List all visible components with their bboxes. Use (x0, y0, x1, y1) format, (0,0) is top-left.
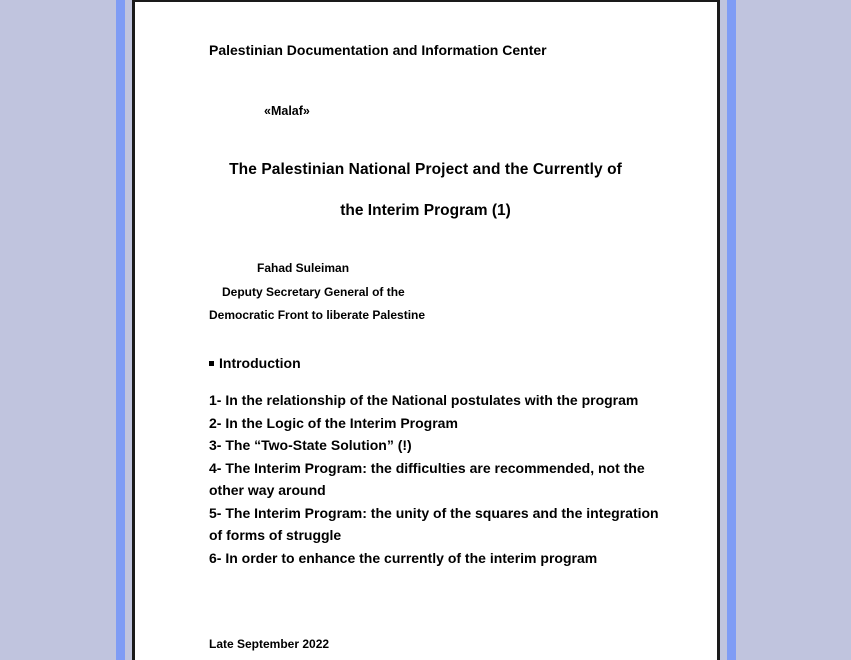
toc-item: 3- The “Two-State Solution” (!) (209, 437, 412, 453)
toc-item: 6- In order to enhance the currently of the interim program (209, 549, 598, 566)
toc-item: 5- The Interim Program: the unity of the squares and the integration of forms of struggle (209, 504, 659, 543)
series-name: «Malaf» (264, 104, 310, 118)
author-role-line-1: Deputy Secretary General of the (222, 285, 405, 299)
left-blue-strip (116, 0, 125, 660)
introduction-label: Introduction (219, 355, 301, 371)
page-top-border (132, 0, 720, 2)
author-name: Fahad Suleiman (257, 261, 350, 275)
toc-item: 2- In the Logic of the Interim Program (209, 414, 458, 431)
square-bullet-icon (209, 361, 214, 366)
right-blue-strip (727, 0, 736, 660)
author-role-line-2: Democratic Front to liberate Palestine (209, 308, 426, 322)
organization-name: Palestinian Documentation and Information Center (209, 42, 547, 58)
document-title-line-1: The Palestinian National Project and the Currently of (229, 161, 622, 178)
table-of-contents (209, 389, 669, 569)
document-title-line-2: the Interim Program (1) (340, 202, 511, 219)
toc-item: 4- The Interim Program: the difficulties are recommended, not the other way around (209, 459, 645, 498)
introduction-heading (209, 355, 301, 371)
toc-item: 1- In the relationship of the National postulates with the program (209, 392, 639, 408)
publication-date: Late September 2022 (209, 637, 330, 651)
